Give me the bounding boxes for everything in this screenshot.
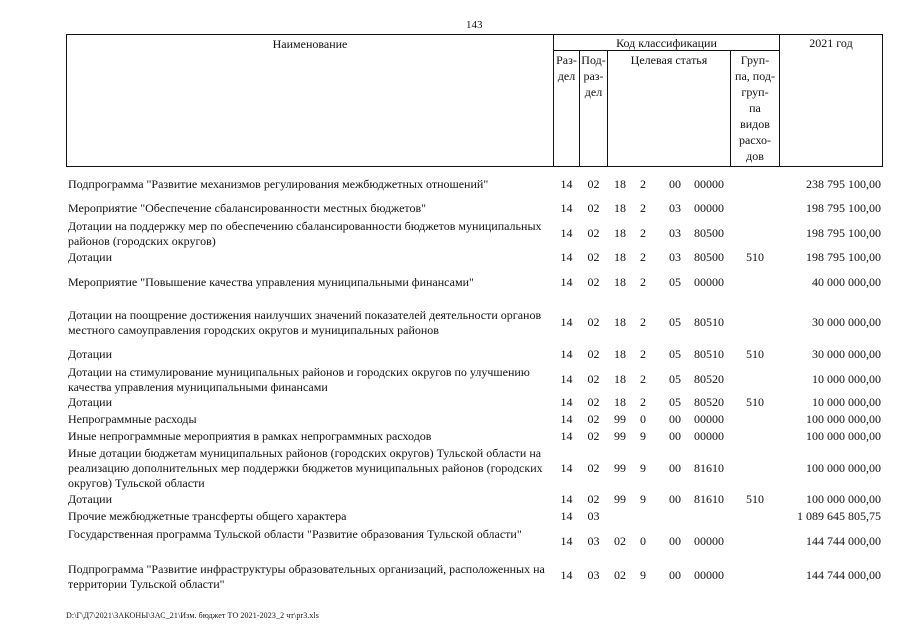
row-amount: 40 000 000,00 — [812, 275, 881, 289]
row-code-cs4: 80510 — [694, 315, 724, 329]
row-code-cs1: 18 — [614, 275, 626, 289]
row-code-cs1: 18 — [614, 315, 626, 329]
row-code-cs4: 80500 — [694, 226, 724, 240]
row-code-cs1: 99 — [614, 461, 626, 475]
row-code-cs4: 00000 — [694, 412, 724, 426]
row-code-vr: 510 — [746, 395, 764, 409]
row-name: Дотации — [68, 492, 113, 506]
row-code-cs1: 02 — [614, 534, 626, 548]
row-code-pr: 02 — [587, 177, 600, 191]
row-amount: 1 089 645 805,75 — [797, 509, 881, 523]
row-code-cs3: 00 — [669, 461, 681, 475]
row-code-pr: 02 — [587, 347, 600, 361]
row-code-cs1: 18 — [614, 347, 626, 361]
row-code-cs1: 99 — [614, 492, 626, 506]
row-code-cs4: 80510 — [694, 347, 724, 361]
row-code-cs2: 9 — [640, 461, 646, 475]
header-left-border — [66, 34, 67, 167]
row-code-cs4: 81610 — [694, 492, 724, 506]
row-code-cs4: 00000 — [694, 534, 724, 548]
row-code-cs1: 18 — [614, 177, 626, 191]
header-right-border — [882, 34, 883, 167]
row-code-pr: 02 — [587, 412, 600, 426]
row-code-rz: 14 — [560, 395, 573, 409]
row-amount: 10 000 000,00 — [812, 395, 881, 409]
row-amount: 198 795 100,00 — [806, 226, 881, 240]
row-code-cs4: 80520 — [694, 372, 724, 386]
row-amount: 100 000 000,00 — [806, 461, 881, 475]
row-code-rz: 14 — [560, 315, 573, 329]
row-amount: 100 000 000,00 — [806, 492, 881, 506]
row-code-pr: 02 — [587, 492, 600, 506]
row-code-cs3: 00 — [669, 492, 681, 506]
row-code-pr: 02 — [587, 395, 600, 409]
row-code-cs1: 18 — [614, 250, 626, 264]
row-name: Иные непрограммные мероприятия в рамках непрограммных расходов — [68, 429, 432, 443]
row-code-cs1: 18 — [614, 372, 626, 386]
row-code-cs1: 99 — [614, 429, 626, 443]
row-name: Подпрограмма "Развитие инфраструктуры образовательных организаций, расположенных на территории Тульской области" — [68, 562, 545, 591]
row-code-rz: 14 — [560, 429, 573, 443]
row-code-cs2: 2 — [640, 347, 646, 361]
row-code-cs2: 0 — [640, 412, 646, 426]
row-code-rz: 14 — [560, 568, 573, 582]
row-code-cs1: 18 — [614, 201, 626, 215]
header-target-article: Целевая статья — [630, 53, 708, 67]
row-amount: 198 795 100,00 — [806, 201, 881, 215]
row-amount: 100 000 000,00 — [806, 412, 881, 426]
row-code-rz: 14 — [560, 372, 573, 386]
row-code-rz: 14 — [560, 226, 573, 240]
row-code-cs1: 18 — [614, 226, 626, 240]
row-amount: 144 744 000,00 — [806, 568, 881, 582]
row-code-cs3: 03 — [669, 226, 681, 240]
row-code-cs2: 2 — [640, 177, 646, 191]
row-code-rz: 14 — [560, 534, 573, 548]
row-code-cs2: 2 — [640, 275, 646, 289]
row-code-vr: 510 — [746, 250, 764, 264]
row-name: Дотации — [68, 347, 113, 361]
row-amount: 198 795 100,00 — [806, 250, 881, 264]
row-code-cs4: 80500 — [694, 250, 724, 264]
row-code-pr: 02 — [587, 461, 600, 475]
row-code-rz: 14 — [560, 412, 573, 426]
row-code-rz: 14 — [560, 509, 573, 523]
row-name: Дотации на поощрение достижения наилучших значений показателей деятельности органов местного самоуправления городских округов и муниципальных районов — [68, 308, 542, 337]
row-code-pr: 03 — [587, 509, 600, 523]
row-code-pr: 02 — [587, 372, 600, 386]
row-code-cs3: 03 — [669, 201, 681, 215]
row-code-rz: 14 — [560, 347, 573, 361]
page-number: 143 — [466, 19, 483, 31]
row-amount: 10 000 000,00 — [812, 372, 881, 386]
row-code-cs3: 05 — [669, 372, 681, 386]
row-name: Дотации на стимулирование муниципальных районов и городских округов по улучшению качества управления муниципальными финансами — [68, 365, 530, 394]
header-bottom-border — [66, 166, 883, 167]
row-code-pr: 02 — [587, 429, 600, 443]
row-name: Подпрограмма "Развитие механизмов регулирования межбюджетных отношений" — [68, 177, 489, 191]
row-code-cs3: 00 — [669, 568, 681, 582]
row-code-cs4: 00000 — [694, 568, 724, 582]
row-code-cs4: 00000 — [694, 201, 724, 215]
row-code-rz: 14 — [560, 177, 573, 191]
row-code-cs3: 05 — [669, 275, 681, 289]
row-code-pr: 02 — [587, 315, 600, 329]
row-code-cs2: 2 — [640, 201, 646, 215]
row-code-cs2: 9 — [640, 568, 646, 582]
row-amount: 100 000 000,00 — [806, 429, 881, 443]
row-name: Дотации — [68, 250, 113, 264]
row-code-cs3: 03 — [669, 250, 681, 264]
row-code-cs3: 00 — [669, 177, 681, 191]
row-code-cs3: 05 — [669, 347, 681, 361]
row-name: Мероприятие "Обеспечение сбалансированности местных бюджетов" — [68, 201, 427, 215]
row-name: Непрограммные расходы — [68, 412, 197, 426]
row-name: Государственная программа Тульской области "Развитие образования Тульской области" — [68, 527, 522, 541]
row-code-pr: 02 — [587, 226, 600, 240]
row-code-cs3: 05 — [669, 395, 681, 409]
row-code-cs1: 18 — [614, 395, 626, 409]
header-group: Груп- па, под- груп- па видов расхо- дов — [735, 53, 775, 163]
row-code-cs4: 81610 — [694, 461, 724, 475]
row-code-pr: 03 — [587, 534, 600, 548]
row-code-pr: 03 — [587, 568, 600, 582]
header-section: Раз- дел — [556, 53, 577, 83]
header-name: Наименование — [272, 37, 348, 51]
row-code-vr: 510 — [746, 347, 764, 361]
row-name: Мероприятие "Повышение качества управления муниципальными финансами" — [68, 275, 474, 289]
row-code-cs3: 00 — [669, 534, 681, 548]
header-year: 2021 год — [809, 36, 853, 50]
row-code-pr: 02 — [587, 275, 600, 289]
row-amount: 30 000 000,00 — [812, 347, 881, 361]
row-code-cs2: 9 — [640, 492, 646, 506]
row-code-cs1: 99 — [614, 412, 626, 426]
row-name: Дотации — [68, 395, 113, 409]
row-code-cs3: 05 — [669, 315, 681, 329]
row-code-cs2: 2 — [640, 250, 646, 264]
row-code-cs2: 9 — [640, 429, 646, 443]
file-path-footer: D:\Г\Д7\2021\ЗАКОНЫ\ЗАС_21\Изм. бюджет ТО 2021-2023_2 чт\pr3.xls — [66, 611, 320, 620]
row-amount: 144 744 000,00 — [806, 534, 881, 548]
row-code-cs3: 00 — [669, 429, 681, 443]
row-code-cs2: 2 — [640, 372, 646, 386]
row-code-cs2: 2 — [640, 395, 646, 409]
header-subsection: Под- раз- дел — [581, 53, 606, 99]
row-code-rz: 14 — [560, 275, 573, 289]
row-code-cs2: 2 — [640, 226, 646, 240]
row-code-vr: 510 — [746, 492, 764, 506]
row-code-cs4: 80520 — [694, 395, 724, 409]
row-code-rz: 14 — [560, 461, 573, 475]
row-amount: 30 000 000,00 — [812, 315, 881, 329]
row-code-rz: 14 — [560, 201, 573, 215]
row-code-cs4: 00000 — [694, 177, 724, 191]
row-amount: 238 795 100,00 — [806, 177, 881, 191]
header-classification-code: Код классификации — [616, 36, 717, 50]
row-code-cs2: 0 — [640, 534, 646, 548]
row-code-rz: 14 — [560, 492, 573, 506]
row-code-cs3: 00 — [669, 412, 681, 426]
row-name: Прочие межбюджетные трансферты общего характера — [68, 509, 347, 523]
code-column-divider — [779, 34, 780, 167]
row-code-cs1: 02 — [614, 568, 626, 582]
row-name: Дотации на поддержку мер по обеспечению сбалансированности бюджетов муниципальных районов (городских округов) — [68, 219, 542, 248]
row-code-rz: 14 — [560, 250, 573, 264]
row-name: Иные дотации бюджетам муниципальных районов (городских округов) Тульской области на реализацию дополнительных мер поддержки бюджетов муниципальных районов (городских округов) Тульской области — [68, 446, 543, 490]
row-code-pr: 02 — [587, 250, 600, 264]
row-code-cs2: 2 — [640, 315, 646, 329]
row-code-cs4: 00000 — [694, 275, 724, 289]
row-code-cs4: 00000 — [694, 429, 724, 443]
row-code-pr: 02 — [587, 201, 600, 215]
